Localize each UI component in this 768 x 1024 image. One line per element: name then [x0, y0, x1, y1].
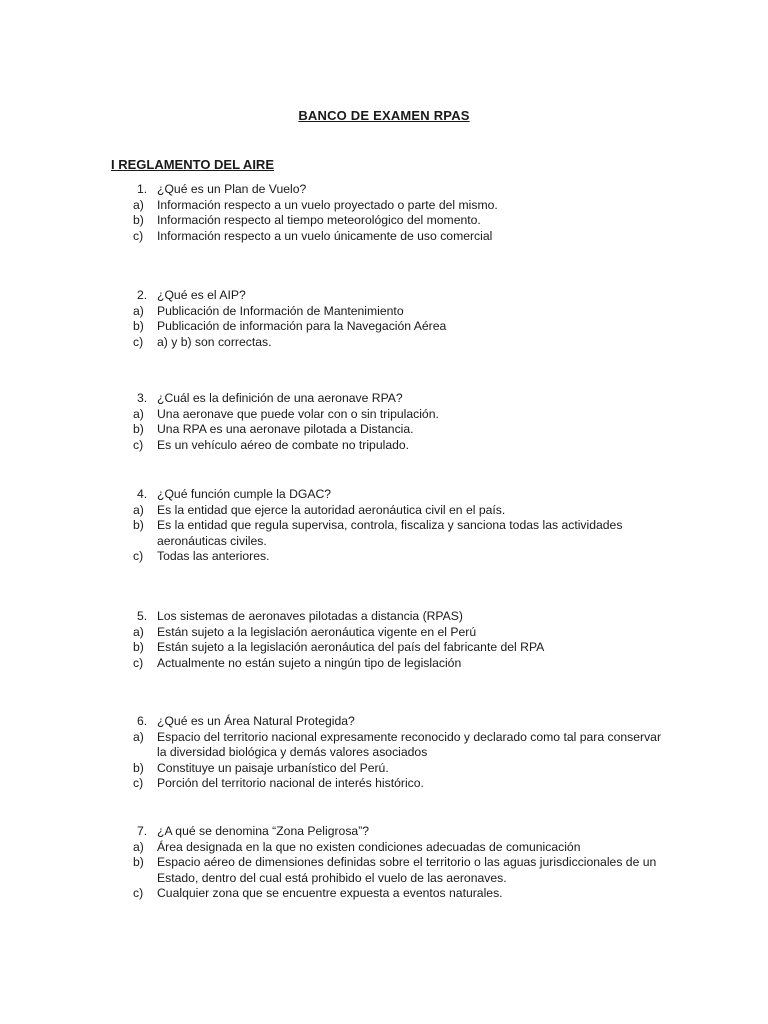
option-letter: b) [133, 213, 144, 228]
option-text: Información respecto a un vuelo proyectado o parte del mismo. [157, 197, 498, 212]
question-1 [133, 182, 673, 244]
option-text: Porción del territorio nacional de interés histórico. [157, 776, 424, 791]
option-text: Espacio aéreo de dimensiones definidas sobre el territorio o las aguas jurisdiccionales de un Estado, dentro del cual está prohibido el vuelo de las aeronaves. [157, 855, 657, 885]
option-letter: b) [133, 855, 144, 870]
question-text: ¿A qué se denomina “Zona Peligrosa”? [157, 824, 370, 838]
question-prompt [133, 391, 673, 407]
option-b [133, 640, 673, 656]
option-letter: a) [133, 502, 144, 517]
option-b [133, 518, 673, 549]
option-text: Es un vehículo aéreo de combate no tripulado. [157, 437, 410, 452]
option-text: Es la entidad que ejerce la autoridad aeronáutica civil en el país. [157, 502, 506, 517]
question-text: Los sistemas de aeronaves pilotadas a distancia (RPAS) [157, 609, 463, 623]
option-letter: a) [133, 729, 144, 744]
question-6 [133, 714, 673, 792]
option-a [133, 625, 673, 641]
option-text: Es la entidad que regula supervisa, controla, fiscaliza y sanciona todas las actividades aeronáuticas civiles. [157, 518, 623, 548]
option-c [133, 438, 673, 454]
option-b [133, 422, 673, 438]
question-prompt [133, 182, 673, 198]
question-number: 2. [137, 288, 148, 302]
option-c [133, 886, 673, 902]
question-prompt [133, 714, 673, 730]
question-text: ¿Qué función cumple la DGAC? [157, 487, 332, 501]
question-text: ¿Qué es el AIP? [157, 288, 246, 302]
option-b [133, 855, 673, 886]
option-letter: c) [133, 549, 144, 564]
option-c [133, 229, 673, 245]
option-letter: c) [133, 228, 144, 243]
question-number: 6. [137, 714, 148, 728]
question-number: 1. [137, 182, 148, 196]
question-text: ¿Qué es un Plan de Vuelo? [157, 182, 307, 196]
question-text: ¿Qué es un Área Natural Protegida? [157, 714, 355, 728]
option-text: a) y b) son correctas. [157, 334, 272, 349]
question-number: 3. [137, 391, 148, 405]
option-text: Constituye un paisaje urbanístico del Perú. [157, 760, 389, 775]
option-text: Información respecto a un vuelo únicamente de uso comercial [157, 228, 493, 243]
question-prompt [133, 609, 673, 625]
option-b [133, 761, 673, 777]
question-4 [133, 487, 673, 565]
option-text: Están sujeto a la legislación aeronáutica del país del fabricante del RPA [157, 640, 545, 655]
option-letter: b) [133, 760, 144, 775]
question-5 [133, 609, 673, 671]
option-letter: c) [133, 886, 144, 901]
question-number: 7. [137, 824, 148, 838]
option-text: Están sujeto a la legislación aeronáutica vigente en el Perú [157, 624, 477, 639]
option-c [133, 656, 673, 672]
option-text: Todas las anteriores. [157, 549, 270, 564]
option-text: Publicación de información para la Navegación Aérea [157, 319, 447, 334]
option-text: Espacio del territorio nacional expresamente reconocido y declarado como tal para conservar la diversidad biológica y demás valores asociados [157, 729, 662, 760]
option-text: Una aeronave que puede volar con o sin tripulación. [157, 406, 439, 421]
option-text: Publicación de Información de Mantenimiento [157, 303, 404, 318]
option-c [133, 549, 673, 565]
option-letter: a) [133, 406, 144, 421]
option-letter: c) [133, 334, 144, 349]
option-text: Información respecto al tiempo meteorológico del momento. [157, 213, 481, 228]
option-letter: a) [133, 624, 144, 639]
option-letter: b) [133, 422, 144, 437]
question-prompt [133, 824, 673, 840]
option-letter: a) [133, 303, 144, 318]
section-title: I REGLAMENTO DEL AIRE [111, 157, 274, 172]
option-a [133, 730, 673, 761]
question-prompt [133, 288, 673, 304]
option-letter: c) [133, 776, 144, 791]
question-prompt [133, 487, 673, 503]
option-letter: c) [133, 437, 144, 452]
option-text: Cualquier zona que se encuentre expuesta a eventos naturales. [157, 886, 503, 901]
question-7 [133, 824, 673, 902]
option-letter: a) [133, 839, 144, 854]
option-b [133, 319, 673, 335]
question-3 [133, 391, 673, 453]
question-number: 4. [137, 487, 148, 501]
option-letter: c) [133, 655, 144, 670]
option-text: Área designada en la que no existen condiciones adecuadas de comunicación [157, 839, 581, 854]
option-text: Una RPA es una aeronave pilotada a Distancia. [157, 422, 414, 437]
option-a [133, 503, 673, 519]
option-text: Actualmente no están sujeto a ningún tipo de legislación [157, 655, 462, 670]
document-title: BANCO DE EXAMEN RPAS [298, 108, 470, 123]
option-letter: b) [133, 518, 144, 533]
option-a [133, 304, 673, 320]
option-c [133, 335, 673, 351]
question-2 [133, 288, 673, 350]
option-letter: b) [133, 640, 144, 655]
option-a [133, 840, 673, 856]
option-a [133, 198, 673, 214]
question-text: ¿Cuál es la definición de una aeronave RPA? [157, 391, 403, 405]
option-letter: a) [133, 197, 144, 212]
option-c [133, 776, 673, 792]
option-letter: b) [133, 319, 144, 334]
option-a [133, 407, 673, 423]
question-number: 5. [137, 609, 148, 623]
option-b [133, 213, 673, 229]
